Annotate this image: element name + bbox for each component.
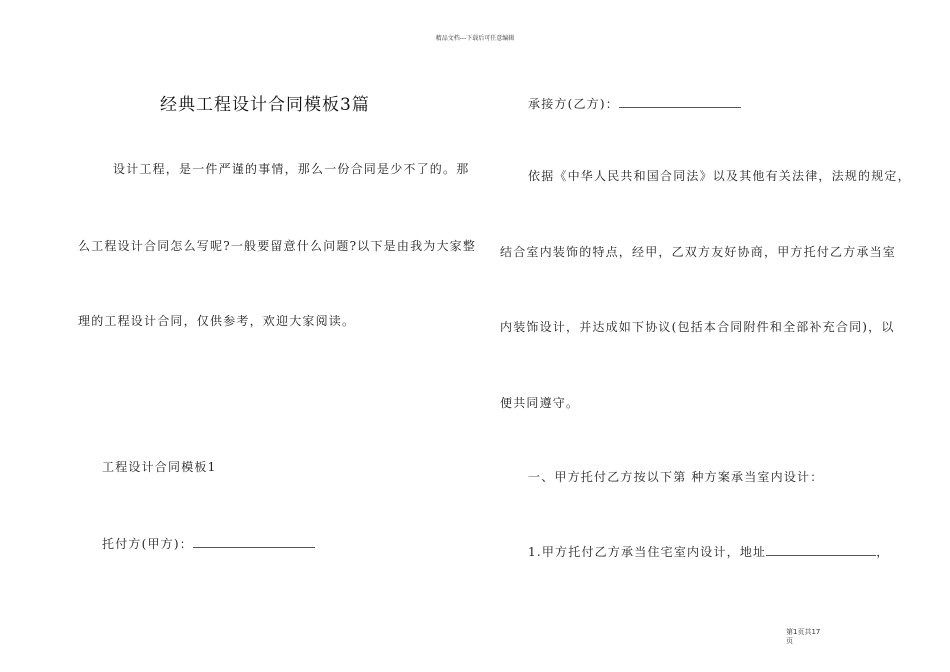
para1-line-3: 内装饰设计，并达成如下协议(包括本合同附件和全部补充合同)，以 (500, 320, 895, 334)
clause-1-item-1 (528, 543, 889, 560)
intro-line-1: 设计工程，是一件严谨的事情，那么一份合同是少不了的。那 (113, 162, 470, 176)
clause-1-item-1-text: 1.甲方托付乙方承当住宅室内设计，地址 (528, 545, 767, 559)
intro-line-2: 么工程设计合同怎么写呢?一般要留意什么问题?以下是由我为大家整 (78, 239, 477, 253)
party-a-blank (193, 537, 315, 548)
page-number-line-2: 页 (786, 637, 793, 645)
page-number-line-1: 第1页共17 (786, 628, 821, 636)
party-b-label: 承接方(乙方)： (528, 97, 619, 111)
party-a-label: 托付方(甲方)： (102, 537, 193, 551)
para1-line-1: 依据《中华人民共和国合同法》以及其他有关法律，法规的规定， (528, 169, 911, 183)
party-b-blank (619, 97, 741, 108)
party-a-field (102, 535, 315, 552)
address-blank (766, 545, 876, 556)
page-header: 精品文档---下载后可任意编辑 (435, 35, 515, 42)
party-b-field (528, 95, 741, 112)
document-title: 经典工程设计合同模板3篇 (160, 95, 370, 115)
template-heading: 工程设计合同模板1 (102, 460, 217, 474)
clause-1-item-1-end: ， (876, 545, 890, 559)
para1-line-2: 结合室内装饰的特点，经甲，乙双方友好协商，甲方托付乙方承当室 (500, 245, 897, 259)
intro-line-3: 理的工程设计合同，仅供参考，欢迎大家阅读。 (78, 314, 356, 328)
para1-line-4: 便共同遵守。 (500, 396, 580, 410)
clause-1: 一、甲方托付乙方按以下第 种方案承当室内设计： (528, 470, 824, 484)
